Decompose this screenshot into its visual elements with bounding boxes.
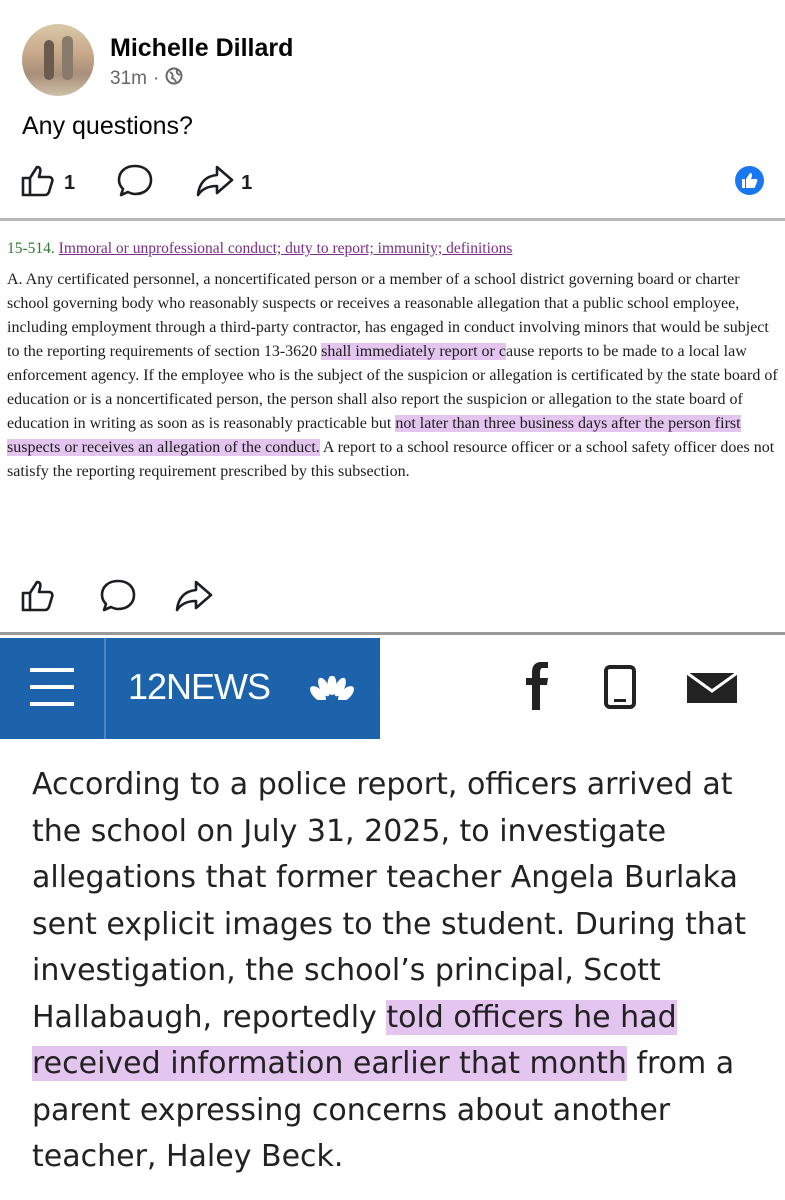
statute-highlight-1: shall immediately report or c [321,343,506,360]
share-icon [195,164,235,203]
peacock-icon [310,676,354,711]
post-meta [110,67,293,91]
like-button-2[interactable] [20,579,58,618]
statute-excerpt [7,240,779,484]
comment-button-2[interactable] [98,578,138,619]
share-button-2[interactable] [174,579,214,618]
comment-icon [115,163,155,204]
divider [0,218,785,221]
share-button[interactable] [195,164,252,203]
hamburger-menu-icon[interactable] [30,668,74,719]
news-logo[interactable]: 12NEWS [128,666,271,707]
news-navbar [0,638,785,739]
phone-icon[interactable] [603,664,637,715]
post-action-bar [20,163,292,204]
like-button[interactable] [20,164,75,203]
statute-text-1: A. Any certificated personnel, a noncertificated person or a member of a school district governing board or charter school governing body who reasonably suspects or receives a reasonable allegation that a public school employee, including employment through a third-party contractor, has engaged in conduct involving minors that would be subject to the reporting requirements of section 13-3620 [7,271,769,360]
news-brand-bar [0,638,380,739]
avatar[interactable] [22,24,94,96]
thumbs-up-icon [20,164,58,203]
statute-title-link[interactable]: Immoral or unprofessional conduct; duty to report; immunity; definitions [58,240,513,257]
comment-icon [98,578,138,619]
nav-separator [104,638,106,739]
article-text-1: According to a police report, officers arrived at the school on July 31, 2025, to investigate allegations that former teacher Angela Burlaka sent explicit images to the student. During that investigation, the school’s principal, Scott Hallabaugh, reportedly [32,767,747,1035]
post-text: Any questions? [22,112,193,140]
statute-text-2: ause reports to be made to a local law enforcement agency. If the employee who is the subject of the suspicion or allegation is certificated by the state board of education or is a noncertificated person, the person shall also report the suspicion or allegation to the state board of education in writing as soon as is reasonably practicable but [7,343,778,432]
divider [0,632,785,635]
facebook-icon[interactable] [526,662,550,715]
comment-button[interactable] [115,163,155,204]
post-action-bar-2 [20,578,254,619]
post-time[interactable]: 31m [110,68,147,89]
share-count: 1 [241,172,253,194]
statute-number: 15-514. [7,240,55,257]
share-icon [174,579,214,618]
meta-separator: · [152,68,160,89]
post-header [22,24,293,96]
author-name[interactable]: Michelle Dillard [110,34,294,62]
statute-highlight-2: not later than three business days after the person first suspects or receives an allegation of the conduct. [7,415,741,456]
article-text-2: from a parent expressing concerns about another teacher, Haley Beck. [32,1046,735,1174]
statute-body [7,268,779,484]
mail-icon[interactable] [686,672,738,709]
globe-icon [165,67,183,91]
reaction-like-icon[interactable] [735,166,764,195]
article-paragraph [32,762,762,1181]
thumbs-up-icon [20,579,58,618]
statute-heading [7,240,779,258]
like-count: 1 [64,172,76,194]
article-highlight: told officers he had received information earlier that month [32,999,677,1081]
statute-text-3: A report to a school resource officer or a school safety officer does not satisfy the reporting requirement prescribed by this subsection. [7,439,775,480]
